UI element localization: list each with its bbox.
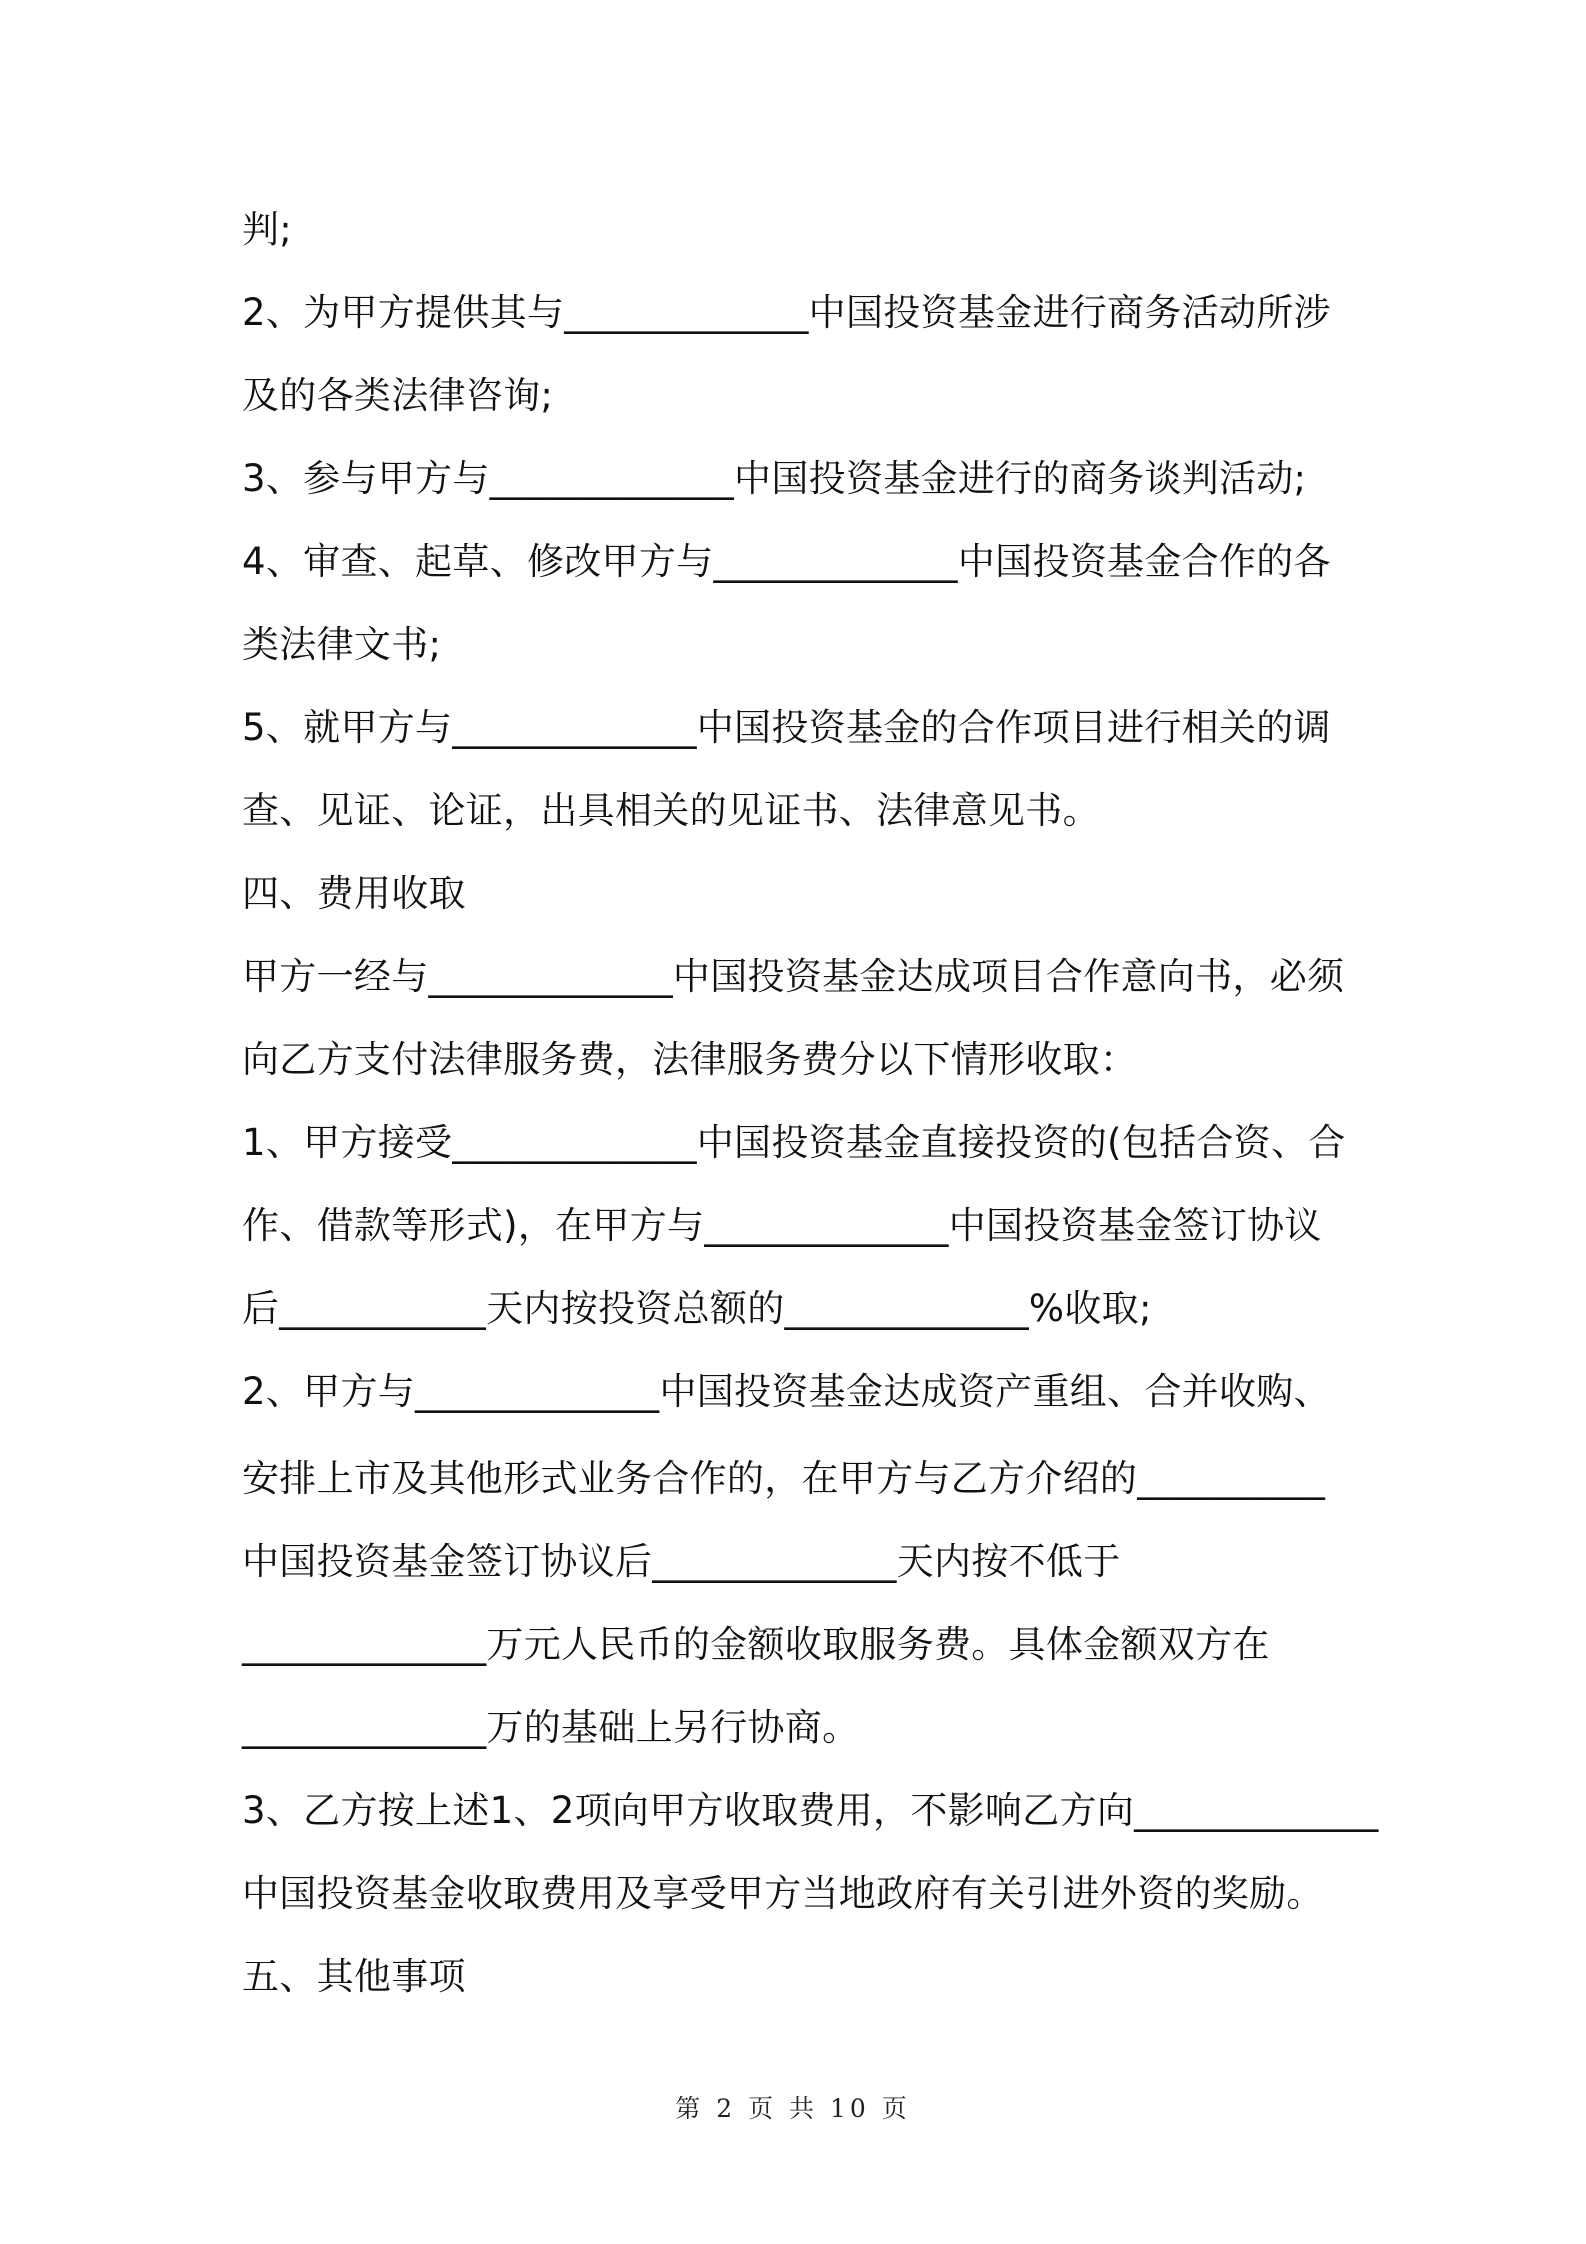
text-line: 中国投资基金签订协议后_____________天内按不低于	[242, 1540, 1121, 1583]
text-line: 安排上市及其他形式业务合作的，在甲方与乙方介绍的__________	[242, 1457, 1326, 1500]
text-line: 向乙方支付法律服务费，法律服务费分以下情形收取：	[242, 1038, 1138, 1081]
page-number: 第 2 页 共 10 页	[675, 2094, 911, 2123]
text-line: 1、甲方接受_____________中国投资基金直接投资的(包括合资、合	[242, 1121, 1346, 1164]
text-line: 作、借款等形式)，在甲方与_____________中国投资基金签订协议	[242, 1204, 1322, 1247]
section-heading: 四、费用收取	[242, 872, 466, 915]
text-line: _____________万元人民币的金额收取服务费。具体金额双方在	[242, 1623, 1270, 1666]
text-line: 3、参与甲方与_____________中国投资基金进行的商务谈判活动;	[242, 457, 1307, 500]
text-line: 查、见证、论证，出具相关的见证书、法律意见书。	[242, 789, 1100, 832]
text-line: 5、就甲方与_____________中国投资基金的合作项目进行相关的调	[242, 706, 1331, 749]
text-line: 判;	[242, 208, 293, 251]
text-line: 3、乙方按上述1、2项向甲方收取费用，不影响乙方向_____________	[242, 1789, 1379, 1832]
text-line: 及的各类法律咨询;	[242, 374, 554, 417]
text-line: 中国投资基金收取费用及享受甲方当地政府有关引进外资的奖励。	[242, 1872, 1324, 1915]
section-heading: 五、其他事项	[242, 1955, 466, 1998]
text-line: 甲方一经与_____________中国投资基金达成项目合作意向书，必须	[242, 955, 1345, 998]
text-line: 类法律文书;	[242, 623, 442, 666]
text-line: _____________万的基础上另行协商。	[242, 1706, 860, 1749]
text-line: 后___________天内按投资总额的_____________%收取;	[242, 1287, 1152, 1330]
text-line: 4、审查、起草、修改甲方与_____________中国投资基金合作的各	[242, 540, 1331, 583]
text-line: 2、甲方与_____________中国投资基金达成资产重组、合并收购、	[242, 1370, 1331, 1413]
text-line: 2、为甲方提供其与_____________中国投资基金进行商务活动所涉	[242, 291, 1331, 334]
